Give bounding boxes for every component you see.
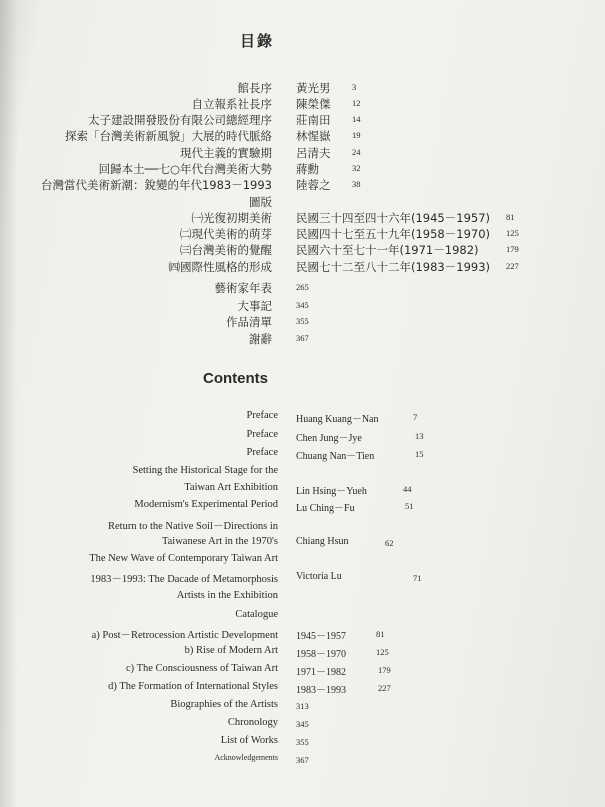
zh-entry-label: 現代主義的實驗期 [180,146,272,160]
zh-entry-label: ㈣國際性風格的形成 [168,260,272,274]
zh-entry-page: 38 [352,179,361,189]
en-entry-author: Chiang Hsun [296,536,349,547]
en-entry-label: Acknowledgements [214,753,278,762]
en-entry-label: Chronology [227,717,278,728]
zh-entry-label: 作品清單 [226,315,272,329]
en-entry-author: 1983－1993 [296,685,346,696]
zh-entry-page: 227 [506,261,519,271]
en-entry-label: The New Wave of Contemporary Taiwan Art [89,553,278,564]
zh-entry-label: 探索「台灣美術新風貌」大展的時代脈絡 [65,129,272,143]
zh-entry-page: 32 [352,163,361,173]
en-entry-label: Preface [246,447,278,458]
en-entry-label: Taiwanese Art in the 1970's [161,536,278,547]
zh-entry-label: ㈢台灣美術的覺醒 [180,243,272,257]
en-entry-label: 1983－1993: The Dacade of Metamorphosis [90,574,278,585]
zh-entry-author: 民國三十四至四十六年(1945－1957) [296,211,491,225]
en-entry-page: 355 [296,737,309,747]
zh-entry-label: 藝術家年表 [214,281,272,295]
zh-entry-author: 民國六十至七十一年(1971－1982) [296,243,479,257]
en-entry-label: Return to the Native Soil－Directions in [107,521,278,532]
en-entry-author: Lu Ching－Fu [296,503,355,514]
en-entry-page: 179 [378,665,391,675]
en-entry-label: Setting the Historical Stage for the [132,465,278,476]
zh-entry-label: 回歸本土──七○年代台灣美術大勢 [98,162,272,176]
zh-entry-label: 大事記 [237,299,272,313]
en-entry-label: b) Rise of Modern Art [184,645,278,656]
zh-entry-page: 24 [352,147,361,157]
en-entry-author: Huang Kuang－Nan [296,414,379,425]
zh-entry-author: 民國四十七至五十九年(1958－1970) [296,227,491,241]
zh-entry-page: 12 [352,98,361,108]
en-entry-page: 227 [378,683,391,693]
en-entry-author: Victoria Lu [296,571,342,582]
zh-entry-page: 81 [506,212,515,222]
en-entry-page: 15 [415,449,424,459]
english-toc-title: Contents [203,370,268,387]
en-entry-author: Chuang Nan－Tien [296,451,375,462]
en-entry-page: 13 [415,431,424,441]
en-entry-label: Taiwan Art Exhibition [184,482,278,493]
zh-entry-label: 圖版 [249,195,272,209]
en-entry-page: 367 [296,755,309,765]
en-entry-page: 125 [376,647,389,657]
en-entry-author: 1945－1957 [296,631,346,642]
en-entry-page: 313 [296,701,309,711]
en-entry-page: 7 [413,412,418,422]
en-entry-label: d) The Formation of International Styles [108,681,278,692]
zh-entry-page: 355 [296,316,309,326]
en-entry-author: 1971－1982 [296,667,346,678]
en-entry-author: 1958－1970 [296,649,346,660]
en-entry-label: a) Post－Retrocession Artistic Development [91,630,278,641]
zh-entry-label: ㈠光復初期美術 [191,211,272,225]
en-entry-label: Modernism's Experimental Period [134,499,278,510]
chinese-toc-title: 目錄 [240,32,275,50]
zh-entry-label: 謝辭 [249,332,272,346]
zh-entry-author: 陳榮傑 [296,97,331,111]
en-entry-page: 62 [385,538,394,548]
en-entry-label: c) The Consciousness of Taiwan Art [126,663,278,674]
zh-entry-author: 蔣勳 [296,162,319,176]
zh-entry-page: 367 [296,333,309,343]
zh-entry-page: 179 [506,244,519,254]
en-entry-page: 81 [376,629,385,639]
en-entry-label: Artists in the Exhibition [176,590,278,601]
zh-entry-author: 民國七十二至八十二年(1983－1993) [296,260,491,274]
zh-entry-label: 太子建設開發股份有限公司總經理序 [88,113,272,127]
en-entry-label: Preface [246,410,278,421]
zh-entry-label: 自立報系社長序 [191,97,272,111]
zh-entry-author: 黃光男 [296,81,331,95]
en-entry-page: 345 [296,719,309,729]
en-entry-page: 51 [405,501,414,511]
zh-entry-page: 265 [296,282,309,292]
zh-entry-author: 陸蓉之 [296,178,331,192]
en-entry-author: Chen Jung－Jye [296,433,362,444]
zh-entry-label: ㈡現代美術的萌芽 [180,227,272,241]
zh-entry-page: 19 [352,130,361,140]
zh-entry-label: 台灣當代美術新潮：銳變的年代1983－1993 [40,178,272,192]
zh-entry-author: 莊南田 [296,113,331,127]
en-entry-label: Preface [246,429,278,440]
zh-entry-page: 345 [296,300,309,310]
en-entry-label: Biographies of the Artists [170,699,278,710]
zh-entry-page: 125 [506,228,519,238]
page-gutter-shadow [0,0,18,807]
zh-entry-page: 3 [352,82,357,92]
en-entry-label: Catalogue [235,609,278,620]
en-entry-page: 44 [403,484,412,494]
zh-entry-label: 館長序 [237,81,272,95]
zh-entry-page: 14 [352,114,361,124]
en-entry-page: 71 [413,573,422,583]
en-entry-author: Lin Hsing－Yueh [296,486,367,497]
zh-entry-author: 林惺嶽 [296,129,331,143]
zh-entry-author: 呂清夫 [296,146,331,160]
en-entry-label: List of Works [220,735,278,746]
